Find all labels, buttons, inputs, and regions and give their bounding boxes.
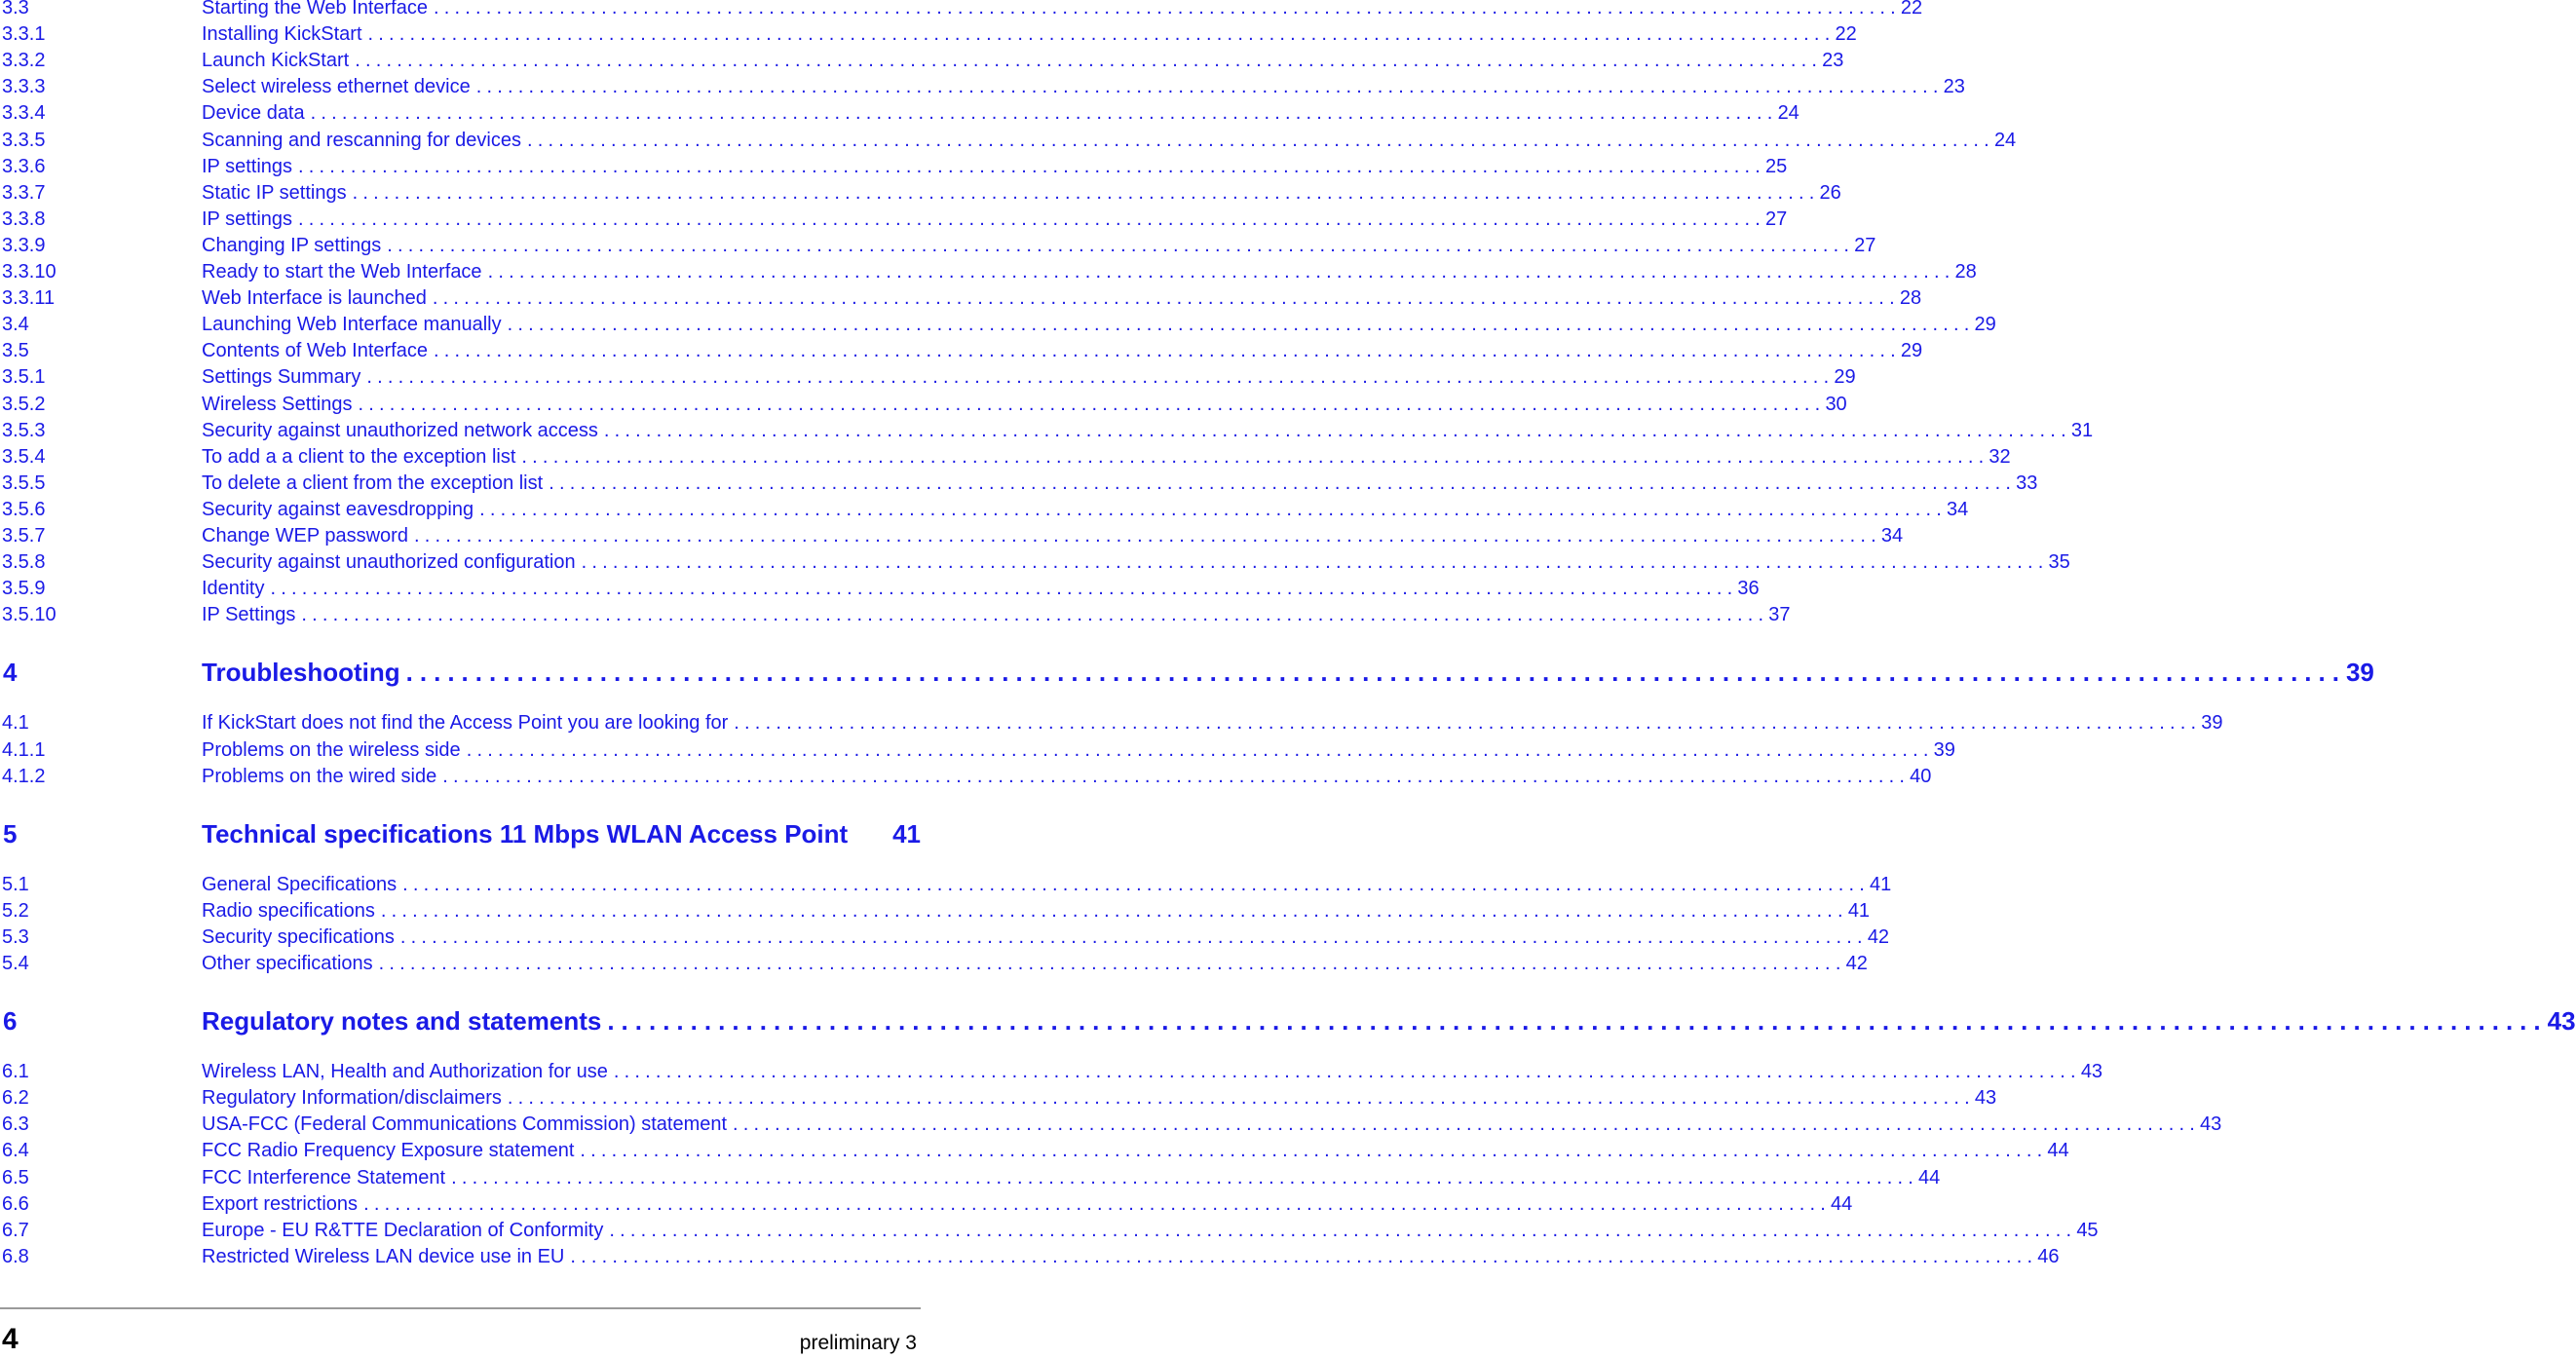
toc-leader-dots: ............................................................................................................................................ <box>734 712 2202 735</box>
toc-entry[interactable] <box>0 155 1788 182</box>
toc-entry-number: 3.5.9 <box>2 578 46 600</box>
toc-leader-dots: ............................................................................................................................................ <box>609 1219 2077 1241</box>
toc-leader-dots: ............................................................................................................................................ <box>405 658 2346 688</box>
toc-leader-dots: ............................................................................................................................................ <box>442 765 1911 787</box>
toc-leader-dots: ............................................................................................................................................ <box>580 1140 2048 1162</box>
toc-entry-title: Device data <box>202 102 305 125</box>
toc-leader-dots: ............................................................................................................................................ <box>298 207 1765 230</box>
toc-entry-page: 39 <box>2345 658 2374 688</box>
toc-entry-page: 28 <box>1954 261 1977 283</box>
toc-leader-dots: ............................................................................................................................................ <box>355 50 1823 72</box>
toc-entry-title-line <box>202 1192 1853 1216</box>
toc-entry-number: 3.3.8 <box>2 207 46 230</box>
toc-entry[interactable] <box>0 953 1868 979</box>
toc-entry-number: 3.3.9 <box>2 234 46 256</box>
toc-chapter-entry[interactable] <box>0 658 2374 697</box>
toc-leader-dots: ............................................................................................................................................ <box>363 1192 1831 1215</box>
toc-leader-dots: ............................................................................................................................................ <box>581 551 2049 574</box>
toc-entry[interactable] <box>0 1061 2103 1087</box>
toc-entry[interactable] <box>0 234 1876 261</box>
toc-entry-title-line <box>202 1140 2069 1162</box>
toc-entry-number: 3.5.4 <box>2 445 46 468</box>
toc-entry-page: 27 <box>1764 207 1788 230</box>
toc-entry-title-line <box>202 366 1856 389</box>
toc-entry-page: 35 <box>2048 551 2070 574</box>
toc-leader-dots: ............................................................................................................................................ <box>402 873 1871 895</box>
toc-entry-page: 39 <box>1933 738 1955 761</box>
toc-entry-number: 6 <box>3 1006 18 1037</box>
toc-entry-number: 3.3.3 <box>2 76 46 98</box>
toc-entry-page: 31 <box>2070 419 2094 441</box>
toc-entry-title-line <box>202 899 1871 923</box>
toc-entry-number: 3.4 <box>2 314 29 336</box>
toc-entry[interactable] <box>0 129 2017 156</box>
toc-entry-title: Security specifications <box>202 925 395 948</box>
toc-entry-title: Regulatory Information/disclaimers <box>202 1087 502 1110</box>
toc-entry-page: 44 <box>2047 1140 2069 1162</box>
toc-entry-title-line <box>202 953 1868 975</box>
toc-leader-dots: ............................................................................................................................................ <box>570 1245 2038 1267</box>
toc-entry-number: 3.5.6 <box>2 498 46 520</box>
toc-entry-page: 32 <box>1989 445 2011 468</box>
toc-entry-number: 3.3.4 <box>2 102 46 125</box>
toc-entry-number: 6.8 <box>2 1245 29 1267</box>
toc-leader-dots: ............................................................................................................................................ <box>433 0 1901 19</box>
toc-entry-page: 34 <box>1947 498 1969 520</box>
toc-entry-title: Regulatory notes and statements <box>202 1006 602 1037</box>
toc-entry-title: Wireless Settings <box>202 393 353 415</box>
toc-entry-page: 26 <box>1819 181 1841 204</box>
toc-entry-title: Security against eavesdropping <box>202 498 474 520</box>
toc-entry-title: IP settings <box>202 155 293 177</box>
toc-entry-number: 3.3.5 <box>2 129 46 151</box>
toc-leader-dots: ............................................................................................................................................ <box>479 498 1947 520</box>
toc-leader-dots: ............................................................................................................................................ <box>310 102 1778 125</box>
toc-entry-number: 6.5 <box>2 1166 29 1188</box>
toc-entry[interactable] <box>0 181 1841 208</box>
toc-leader-dots: ............................................................................................................................................ <box>298 155 1765 177</box>
toc-entry-title-line <box>202 551 2070 574</box>
toc-entry-number: 6.7 <box>2 1219 29 1241</box>
toc-entry-title-line <box>202 604 1791 626</box>
toc-entry-title: Other specifications <box>202 953 373 974</box>
toc-entry-title: Scanning and rescanning for devices <box>202 129 521 151</box>
toc-entry-title-line <box>202 873 1892 896</box>
toc-entry-page: 39 <box>2201 712 2223 735</box>
toc-entry-title-line <box>202 419 2094 442</box>
toc-entry-title: FCC Interference Statement <box>202 1166 446 1188</box>
toc-entry-number: 4.1.1 <box>2 738 46 761</box>
toc-chapter-entry[interactable] <box>0 1006 2576 1045</box>
toc-entry-page: 44 <box>1918 1166 1941 1188</box>
toc-entry-title: If KickStart does not find the Access Point you are looking for <box>202 712 729 735</box>
toc-entry-title: FCC Radio Frequency Exposure statement <box>202 1140 575 1162</box>
toc-entry-title-line <box>202 234 1876 257</box>
toc-entry-number: 3.5.2 <box>2 393 46 415</box>
toc-entry-title: Select wireless ethernet device <box>202 76 471 98</box>
toc-entry-page: 44 <box>1831 1192 1853 1215</box>
toc-entry-number: 3.5.10 <box>2 604 57 626</box>
toc-entry-number: 6.1 <box>2 1061 29 1083</box>
toc-entry[interactable] <box>0 1245 2060 1272</box>
toc-entry-number: 3.3.2 <box>2 50 46 72</box>
toc-entry-number: 3.5.5 <box>2 472 46 494</box>
toc-entry-page: 42 <box>1867 925 1890 948</box>
toc-entry[interactable] <box>0 498 1969 525</box>
toc-leader-dots: ............................................................................................................................................ <box>433 340 1901 362</box>
toc-entry[interactable] <box>0 1192 1853 1220</box>
toc-entry[interactable] <box>0 261 1977 287</box>
toc-entry-page: 41 <box>892 818 921 849</box>
toc-entry-title-line <box>202 498 1969 521</box>
toc-entry-title-line <box>202 23 1857 46</box>
toc-entry-title-line <box>202 1219 2099 1242</box>
toc-leader-dots: ............................................................................................................................................ <box>352 181 1820 204</box>
toc-entry-title: Web Interface is launched <box>202 287 427 310</box>
toc-leader-dots: ............................................................................................................................................ <box>487 261 1955 283</box>
toc-entry-title: To delete a client from the exception list <box>202 472 544 494</box>
toc-leader-dots: ............................................................................................................................................ <box>607 1006 2548 1037</box>
toc-entry[interactable] <box>0 0 1923 23</box>
toc-entry-number: 3.5.8 <box>2 551 46 574</box>
toc-entry-page: 43 <box>2199 1113 2222 1136</box>
toc-leader-dots: ............................................................................................................................................ <box>380 899 1848 922</box>
toc-entry-page: 24 <box>1993 129 2017 151</box>
toc-entry-number: 6.4 <box>2 1140 29 1162</box>
toc-entry-page: 28 <box>1899 287 1922 310</box>
toc-leader-dots: ............................................................................................................................................ <box>413 525 1881 547</box>
toc-entry[interactable] <box>0 50 1844 76</box>
toc-entry[interactable] <box>0 102 1799 129</box>
toc-entry-page: 41 <box>1847 899 1871 922</box>
toc-entry-title-line <box>202 50 1844 72</box>
toc-leader-dots: ............................................................................................................................................ <box>521 445 1989 468</box>
toc-entry-page: 33 <box>2016 472 2038 494</box>
toc-entry-number: 3.3 <box>2 0 29 19</box>
toc-entry-title: Change WEP password <box>202 525 408 547</box>
toc-entry-page: 43 <box>2080 1061 2103 1083</box>
toc-entry-title: Installing KickStart <box>202 23 362 46</box>
toc-entry-title: To add a a client to the exception list <box>202 445 516 468</box>
toc-entry-number: 6.6 <box>2 1192 29 1215</box>
toc-leader-dots: ............................................................................................................................................ <box>733 1113 2200 1136</box>
toc-entry-number: 3.3.11 <box>2 287 56 310</box>
toc-leader-dots: ............................................................................................................................................ <box>270 578 1738 600</box>
toc-entry[interactable] <box>0 899 1871 926</box>
toc-leader-dots: ............................................................................................................................................ <box>432 287 1900 310</box>
toc-entry-title-line <box>202 76 1965 98</box>
toc-entry[interactable] <box>0 712 2223 738</box>
toc-entry-title-line <box>202 207 1788 231</box>
toc-leader-dots: ............................................................................................................................................ <box>507 1087 1975 1110</box>
toc-entry-number: 3.5.7 <box>2 525 46 547</box>
toc-entry[interactable] <box>0 472 2038 499</box>
toc-entry-title: Technical specifications 11 Mbps WLAN Access Point <box>202 818 849 849</box>
toc-entry-title-line <box>202 765 1932 788</box>
toc-entry-number: 3.3.1 <box>2 23 46 46</box>
toc-entry-page: 27 <box>1854 234 1876 256</box>
toc-entry-page: 24 <box>1777 102 1799 125</box>
toc-entry-page: 29 <box>1900 340 1923 362</box>
toc-entry-title: Europe - EU R&TTE Declaration of Conformity <box>202 1219 604 1241</box>
toc-leader-dots: ............................................................................................................................................ <box>399 925 1868 948</box>
toc-leader-dots: ............................................................................................................................................ <box>367 23 1836 46</box>
toc-entry[interactable] <box>0 76 1965 102</box>
toc-entry-page: 45 <box>2076 1219 2099 1241</box>
toc-entry[interactable] <box>0 925 1890 953</box>
toc-entry-title: Problems on the wireless side <box>202 738 461 761</box>
toc-entry[interactable] <box>0 1166 1941 1193</box>
toc-entry-title: Wireless LAN, Health and Authorization for use <box>202 1061 608 1083</box>
toc-entry-title-line <box>202 0 1923 19</box>
toc-entry-title-line <box>202 1113 2222 1136</box>
toc-leader-dots: ............................................................................................................................................ <box>507 314 1975 336</box>
toc-chapter-entry[interactable] <box>0 819 921 858</box>
toc-entry-number: 5 <box>3 818 18 849</box>
toc-entry-title: Restricted Wireless LAN device use in EU <box>202 1245 565 1267</box>
toc-leader-dots: ............................................................................................................................................ <box>301 604 1769 626</box>
toc-entry-title: Problems on the wired side <box>202 765 437 787</box>
toc-entry-title-line <box>202 578 1760 600</box>
toc-leader-dots: ............................................................................................................................................ <box>366 366 1835 389</box>
toc-entry-page: 23 <box>1943 76 1965 98</box>
toc-entry[interactable] <box>0 873 1892 900</box>
toc-entry-title-line <box>202 129 2017 152</box>
footer-divider <box>0 1307 921 1309</box>
toc-leader-dots: ............................................................................................................................................ <box>475 76 1944 98</box>
toc-entry-title: Static IP settings <box>202 181 347 204</box>
toc-entry-title-line <box>202 1061 2103 1083</box>
toc-entry-title-line <box>202 445 2011 469</box>
toc-entry-title-line <box>202 819 921 849</box>
toc-entry-number: 3.3.7 <box>2 181 46 204</box>
toc-entry-page: 41 <box>1870 873 1892 895</box>
toc-entry-title-line <box>202 393 1847 416</box>
toc-entry-page: 25 <box>1764 155 1788 177</box>
toc-entry[interactable] <box>0 207 1788 235</box>
toc-entry-number: 4.1 <box>2 712 29 735</box>
toc-entry-title-line <box>202 181 1841 205</box>
toc-entry[interactable] <box>0 287 1922 314</box>
toc-entry-title-line <box>202 658 2374 688</box>
toc-entry[interactable] <box>0 1140 2069 1166</box>
toc-entry-page: 22 <box>1835 23 1857 46</box>
toc-entry-title: Starting the Web Interface <box>202 0 428 19</box>
toc-entry-title: Identity <box>202 578 265 600</box>
toc-entry[interactable] <box>0 366 1856 393</box>
toc-leader-dots: ............................................................................................................................................ <box>603 419 2071 441</box>
toc-entry[interactable] <box>0 765 1932 792</box>
toc-entry-number: 4.1.2 <box>2 765 46 787</box>
toc-entry[interactable] <box>0 551 2070 578</box>
toc-entry-title: Launch KickStart <box>202 50 350 72</box>
toc-entry-number: 5.4 <box>2 953 29 974</box>
toc-entry-page: 22 <box>1900 0 1923 19</box>
toc-entry-title-line <box>202 102 1799 125</box>
toc-entry[interactable] <box>0 314 1996 340</box>
toc-entry-title-line <box>202 472 2038 495</box>
toc-leader-dots: ............................................................................................................................................ <box>613 1061 2081 1083</box>
toc-entry-page: 40 <box>1910 765 1932 787</box>
toc-entry[interactable] <box>0 1113 2222 1140</box>
toc-entry-title-line <box>202 1245 2060 1268</box>
toc-entry-number: 3.5 <box>2 340 29 362</box>
toc-entry[interactable] <box>0 445 2011 472</box>
toc-entry[interactable] <box>0 1087 1997 1113</box>
toc-entry[interactable] <box>0 23 1857 50</box>
page-number: 4 <box>2 1323 19 1355</box>
toc-leader-dots: ............................................................................................................................................ <box>527 129 1994 151</box>
toc-entry-page: 29 <box>1974 314 1996 336</box>
toc-leader-dots: ............................................................................................................................................ <box>466 738 1934 761</box>
toc-entry-title-line <box>202 712 2223 735</box>
toc-entry-title: Export restrictions <box>202 1192 359 1215</box>
toc-entry-number: 5.3 <box>2 925 29 948</box>
toc-entry[interactable] <box>0 604 1791 630</box>
toc-entry-title: Ready to start the Web Interface <box>202 261 482 283</box>
toc-entry-title: USA-FCC (Federal Communications Commission) statement <box>202 1113 728 1136</box>
toc-entry-page: 34 <box>1880 525 1904 547</box>
toc-entry[interactable] <box>0 525 1904 551</box>
toc-entry-title-line <box>202 925 1890 949</box>
toc-entry-title-line <box>202 261 1977 283</box>
toc-entry-title-line <box>202 287 1922 310</box>
toc-entry-title: IP Settings <box>202 604 296 626</box>
toc-entry-title: Security against unauthorized configuration <box>202 551 576 574</box>
toc-entry-title-line <box>202 314 1996 336</box>
toc-entry-page: 43 <box>1974 1087 1997 1110</box>
toc-entry-title: Settings Summary <box>202 366 361 389</box>
toc-entry-title: IP settings <box>202 207 293 230</box>
toc-entry-number: 6.2 <box>2 1087 29 1110</box>
toc-entry-page: 42 <box>1845 953 1868 974</box>
toc-entry-number: 3.3.10 <box>2 261 57 283</box>
toc-entry-page: 46 <box>2037 1245 2060 1267</box>
toc-entry-title: Radio specifications <box>202 899 375 922</box>
toc-entry-title: Security against unauthorized network access <box>202 419 598 441</box>
toc-entry[interactable] <box>0 1219 2099 1246</box>
toc-leader-dots: ............................................................................................................................................ <box>378 953 1846 974</box>
toc-entry[interactable] <box>0 340 1923 366</box>
toc-entry-title-line <box>202 1166 1941 1189</box>
toc-leader-dots: ............................................................................................................................................ <box>451 1166 1919 1188</box>
toc-entry-title-line <box>202 340 1923 362</box>
toc-entry[interactable] <box>0 393 1847 420</box>
toc-entry-number: 4 <box>3 658 18 688</box>
toc-entry-page: 43 <box>2547 1006 2576 1037</box>
toc-entry-title-line <box>202 1006 2576 1037</box>
toc-entry-title: Contents of Web Interface <box>202 340 428 362</box>
toc-entry-title: General Specifications <box>202 873 398 895</box>
toc-entry-page: 37 <box>1768 604 1791 626</box>
toc-entry[interactable] <box>0 419 2094 446</box>
toc-entry[interactable] <box>0 738 1955 766</box>
toc-entry-number: 3.5.3 <box>2 419 46 441</box>
toc-leader-dots: ............................................................................................................................................ <box>358 393 1826 415</box>
toc-entry-number: 3.5.1 <box>2 366 46 389</box>
toc-entry-page: 30 <box>1825 393 1847 415</box>
toc-entry-number: 5.1 <box>2 873 29 895</box>
toc-entry-title-line <box>202 1087 1997 1110</box>
toc-entry-page: 29 <box>1834 366 1856 389</box>
toc-entry-number: 6.3 <box>2 1113 29 1136</box>
toc-entry-title: Launching Web Interface manually <box>202 314 502 336</box>
footer-note: preliminary 3 <box>799 1332 917 1354</box>
toc-entry-title-line <box>202 738 1955 762</box>
toc-leader-dots: ............................................................................................................................................ <box>549 472 2017 494</box>
toc-leader-dots: ............................................................................................................................................ <box>387 234 1855 256</box>
toc-entry-number: 3.3.6 <box>2 155 46 177</box>
toc-entry-page: 36 <box>1737 578 1760 600</box>
toc-entry[interactable] <box>0 578 1760 604</box>
toc-entry-title-line <box>202 525 1904 547</box>
toc-entry-title: Changing IP settings <box>202 234 382 256</box>
toc-entry-title: Troubleshooting <box>202 658 400 688</box>
toc-entry-title-line <box>202 155 1788 178</box>
toc-entry-number: 5.2 <box>2 899 29 922</box>
toc-entry-page: 23 <box>1822 50 1844 72</box>
